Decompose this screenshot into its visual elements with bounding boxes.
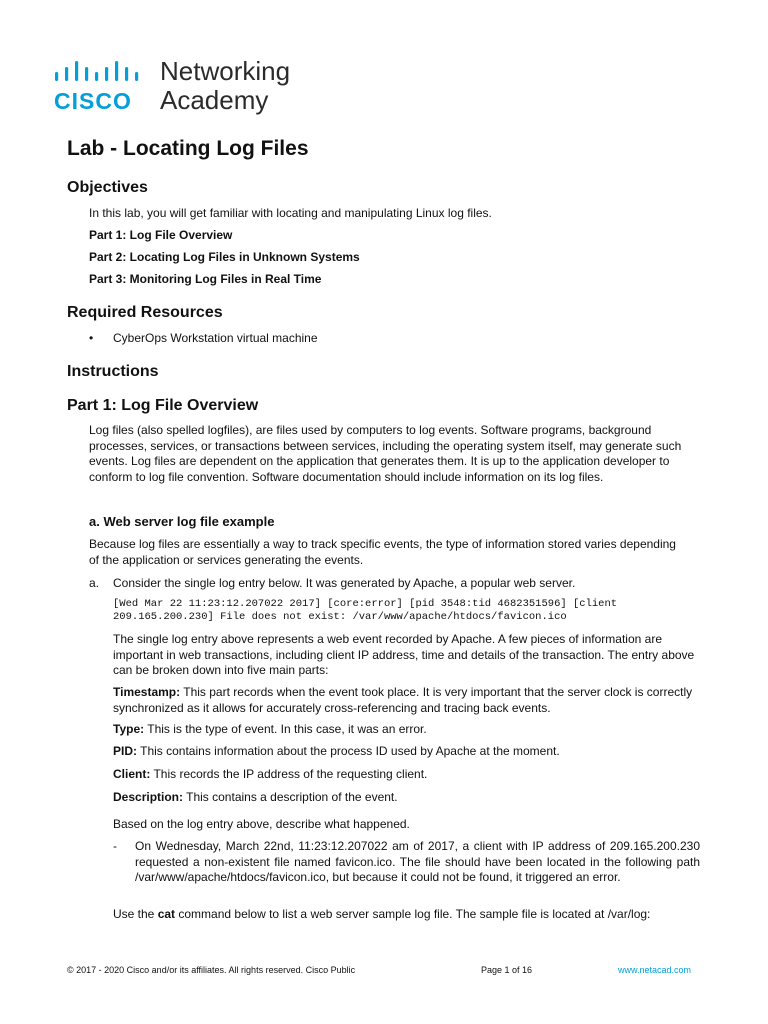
objectives-heading: Objectives [67,179,148,196]
field-client: Client: This records the IP address of the requesting client. [113,767,428,781]
instructions-heading: Instructions [67,363,159,380]
log-entry-line-1: [Wed Mar 22 11:23:12.207022 2017] [core:error] [pid 3548:tid 4682351596] [client [113,598,618,610]
question-text: Based on the log entry above, describe what happened. [113,817,410,831]
web-server-subheading: a. Web server log file example [89,514,275,529]
cat-instruction: Use the cat command below to list a web server sample log file. The sample file is located at /var/log: [113,907,651,921]
resources-heading: Required Resources [67,304,223,321]
cisco-bars-icon [54,60,154,86]
field-pid: PID: This contains information about the process ID used by Apache at the moment. [113,744,560,758]
step-a-marker: a. [89,576,100,590]
answer-marker: - [113,839,117,853]
field-description: Description: This contains a description of the event. [113,790,398,804]
step-a-text: Consider the single log entry below. It was generated by Apache, a popular web server. [113,576,576,590]
log-entry-line-2: 209.165.200.230] File does not exist: /var/www/apache/htdocs/favicon.ico [113,611,567,623]
logo-academy-text: Academy [160,85,269,115]
cisco-wordmark: CISCO [54,88,132,114]
web-server-intro: Because log files are essentially a way to track specific events, the type of information stored varies depending of the application or services generating the events. [89,537,676,567]
footer-page-number: Page 1 of 16 [481,965,533,975]
cisco-networking-academy-logo [52,56,312,118]
objective-part-2: Part 2: Locating Log Files in Unknown Systems [89,250,360,264]
log-entry-explanation: The single log entry above represents a web event recorded by Apache. A few pieces of information are important in web transactions, including client IP address, time and details of the transaction. The entry above can be broken down into five main parts: [113,632,695,677]
part1-heading: Part 1: Log File Overview [67,397,259,414]
resource-item: CyberOps Workstation virtual machine [113,331,318,345]
part1-intro: Log files (also spelled logfiles), are files used by computers to log events. Software programs, background processes, services, or transactions between services, including the operating system itself, may generate such events. Log files are dependent on the application that generates them. It is up to the application developer to conform to log file convention. Software documentation should include information on its log files. [89,423,682,484]
objectives-intro: In this lab, you will get familiar with locating and manipulating Linux log files. [89,206,492,220]
footer-link[interactable]: www.netacad.com [618,965,692,975]
answer-text: On Wednesday, March 22nd, 11:23:12.207022 am of 2017, a client with IP address of 209.165.200.230 requested a non-existent file named favicon.ico. The file should have been located in the following path /var/www/apache/htdocs/favicon.ico, but because it could not be found, it triggered an error. [135,839,700,884]
footer-copyright: © 2017 - 2020 Cisco and/or its affiliates. All rights reserved. Cisco Public [67,965,356,975]
bullet-icon: • [89,331,94,345]
page-title: Lab - Locating Log Files [67,137,309,160]
field-timestamp: Timestamp: This part records when the event took place. It is very important that the server clock is correctly synchronized as it allows for accurately cross-referencing and tracing back events. [113,685,693,715]
objective-part-1: Part 1: Log File Overview [89,228,233,242]
logo-networking-text: Networking [160,56,291,86]
field-type: Type: This is the type of event. In this case, it was an error. [113,722,427,736]
objective-part-3: Part 3: Monitoring Log Files in Real Time [89,272,322,286]
